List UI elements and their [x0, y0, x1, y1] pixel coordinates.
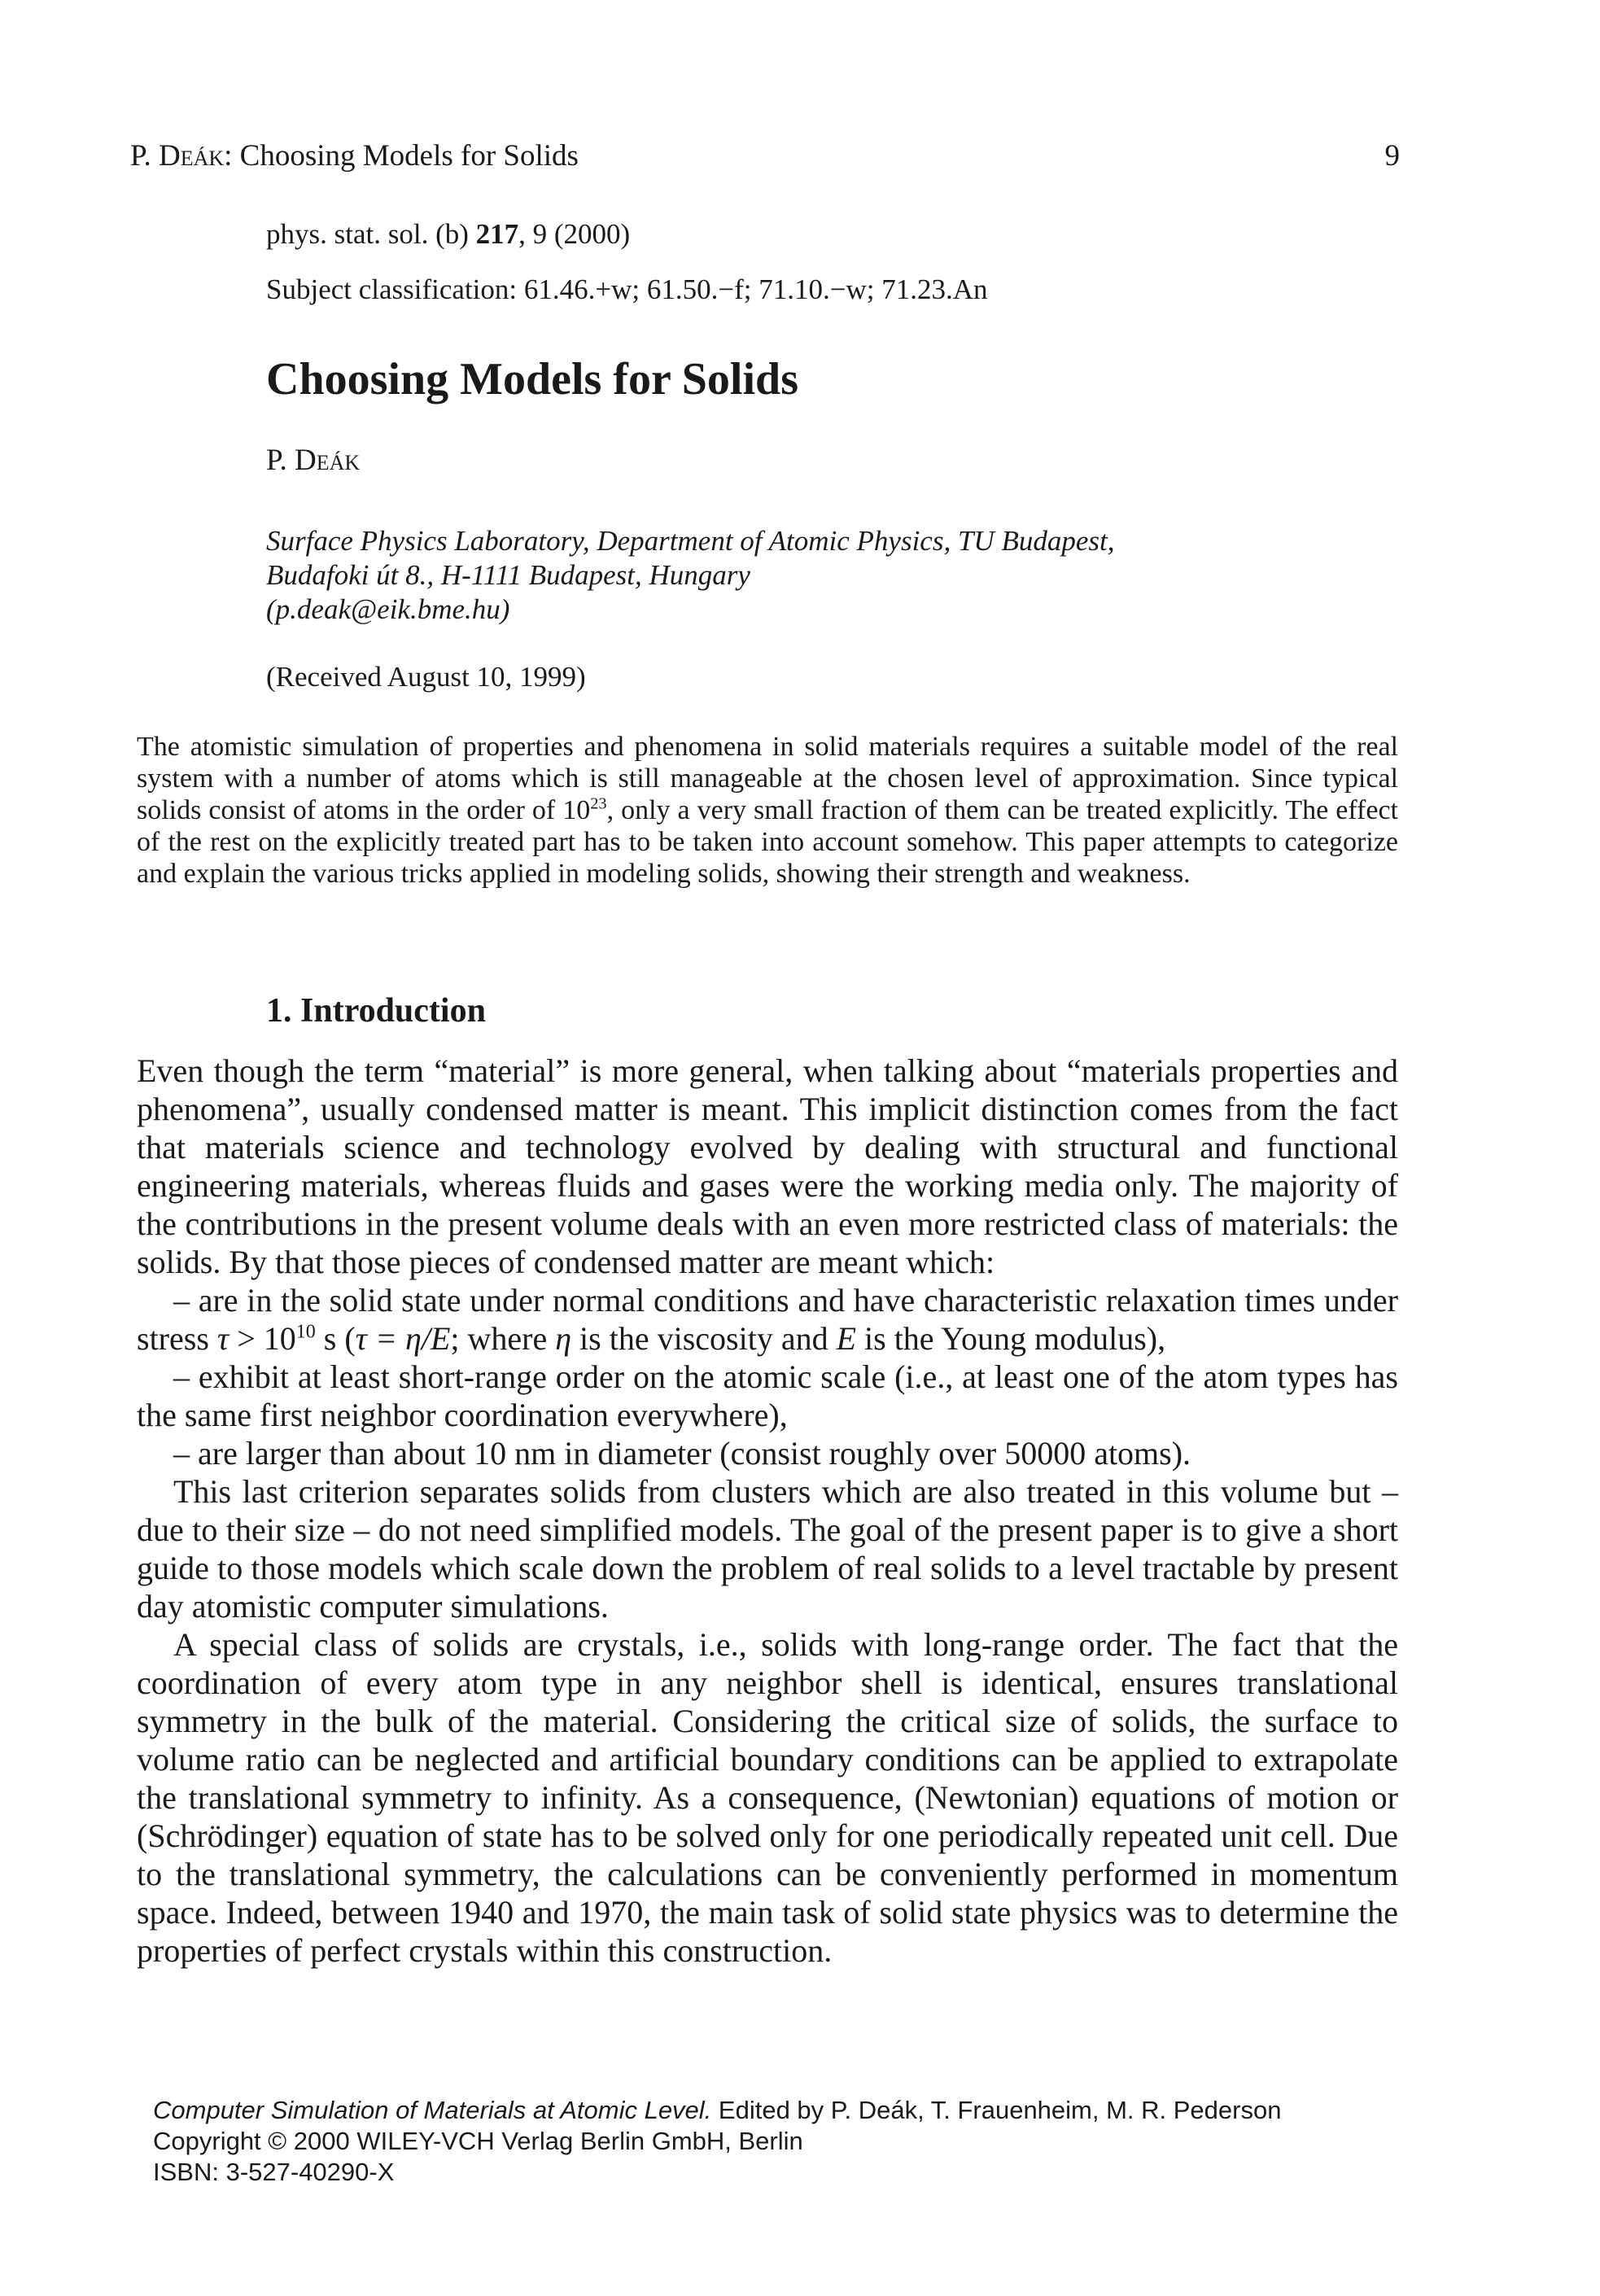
paper-title: Choosing Models for Solids [266, 354, 798, 405]
footer [153, 2095, 1281, 2188]
journal-volume: 217 [475, 218, 519, 250]
paragraph-3: A special class of solids are crystals, i.e., solids with long-range order. The fact that the coordination of every atom type in any neighbor shell is identical, ensures translational symmetry in the bulk of the material. Considering the critical size of solids, the surface to volume ratio can be neglected and artificial boundary conditions can be applied to extrapolate the translational symmetry to infinity. As a consequence, (Newtonian) equations of motion or (Schrödinger) equation of state has to be solved only for one periodically repeated unit cell. Due to the translational symmetry, the calculations can be conveniently performed in momentum space. Indeed, between 1940 and 1970, the main task of solid state physics was to determine the properties of perfect crystals within this construction. [137, 1626, 1398, 1969]
list-item-1-unit: s ( [315, 1320, 356, 1357]
abstract-text-2: , only a very small fraction of them can be treated explicitly. The effect of the rest on the explicitly treated part has to be taken into account somehow. This paper attempts to categorize and explain the various tricks applied in modeling solids, showing their strength and weakness. [137, 795, 1398, 889]
page-number: 9 [1384, 139, 1400, 173]
list-item-1-text: – are in the solid state under normal conditions and have characteristic relaxation times under stress [137, 1282, 1398, 1357]
section-heading: 1. Introduction [266, 992, 486, 1030]
author [266, 443, 360, 478]
author-email: (p.deak@eik.bme.hu) [266, 593, 510, 625]
affiliation-line-2: Budafoki út 8., H-1111 Budapest, Hungary [266, 559, 750, 591]
abstract-text-1: The atomistic simulation of properties and phenomena in solid materials requires a suitable model of the real system with a number of atoms which is still manageable at the chosen level of approximation. Since typical solids consist of atoms in the order of 10 [137, 732, 1398, 825]
running-head-paper-title: : Choosing Models for Solids [224, 139, 579, 173]
eta-symbol: η [555, 1320, 572, 1357]
running-head-initial: P. [130, 139, 159, 173]
E-symbol: E [836, 1320, 857, 1357]
body-text [137, 1052, 1398, 1970]
journal-name: phys. stat. sol. (b) [266, 218, 476, 250]
list-item-1-young: is the Young modulus), [856, 1320, 1166, 1357]
book-editors: Edited by P. Deák, T. Frauenheim, M. R. Pederson [711, 2096, 1282, 2124]
list-item-2: – exhibit at least short-range order on the atomic scale (i.e., at least one of the atom types has the same first neighbor coordination everywhere), [137, 1358, 1398, 1433]
book-title: Computer Simulation of Materials at Atomic Level. [153, 2096, 712, 2124]
affiliation [266, 524, 1324, 627]
list-item-1-exponent: 10 [295, 1321, 316, 1343]
abstract-exponent: 23 [590, 794, 607, 813]
list-item-1 [137, 1281, 1398, 1358]
journal-pages-year: , 9 (2000) [518, 218, 631, 250]
list-item-3: – are larger than about 10 nm in diameter (consist roughly over 50000 atoms). [173, 1435, 1191, 1472]
footer-book-line [153, 2095, 1281, 2126]
abstract [137, 731, 1398, 890]
tau-symbol: τ [216, 1320, 230, 1357]
running-head-surname: Deák [158, 139, 225, 173]
running-head-title [130, 138, 579, 173]
received-date: (Received August 10, 1999) [266, 661, 586, 693]
paragraph-1: Even though the term “material” is more general, when talking about “materials properties and phenomena”, usually condensed matter is meant. This implicit distinction comes from the fact that materials science and technology evolved by dealing with structural and functional engineering materials, whereas fluids and gases were the working media only. The majority of the contributions in the present volume deals with an even more restricted class of materials: the solids. By that those pieces of condensed matter are meant which: [137, 1052, 1398, 1280]
list-item-1-gt: > 10 [229, 1320, 296, 1357]
list-item-1-viscosity: is the viscosity and [571, 1320, 837, 1357]
author-surname: Deák [294, 444, 361, 477]
isbn: ISBN: 3-527-40290-X [153, 2158, 395, 2186]
copyright: Copyright © 2000 WILEY-VCH Verlag Berlin GmbH, Berlin [153, 2127, 803, 2155]
author-initial: P. [266, 444, 295, 477]
paragraph-2: This last criterion separates solids from clusters which are also treated in this volume but – due to their size – do not need simplified models. The goal of the present paper is to give a short guide to those models which scale down the problem of real solids to a level tractable by present day atomistic computer simulations. [137, 1473, 1398, 1625]
affiliation-line-1: Surface Physics Laboratory, Department of Atomic Physics, TU Budapest, [266, 525, 1115, 557]
citation-line [266, 218, 630, 251]
subject-classification: Subject classification: 61.46.+w; 61.50.−f; 71.10.−w; 71.23.An [266, 273, 988, 305]
list-item-1-where: ; where [450, 1320, 556, 1357]
relaxation-formula: τ = η/E [355, 1320, 451, 1357]
